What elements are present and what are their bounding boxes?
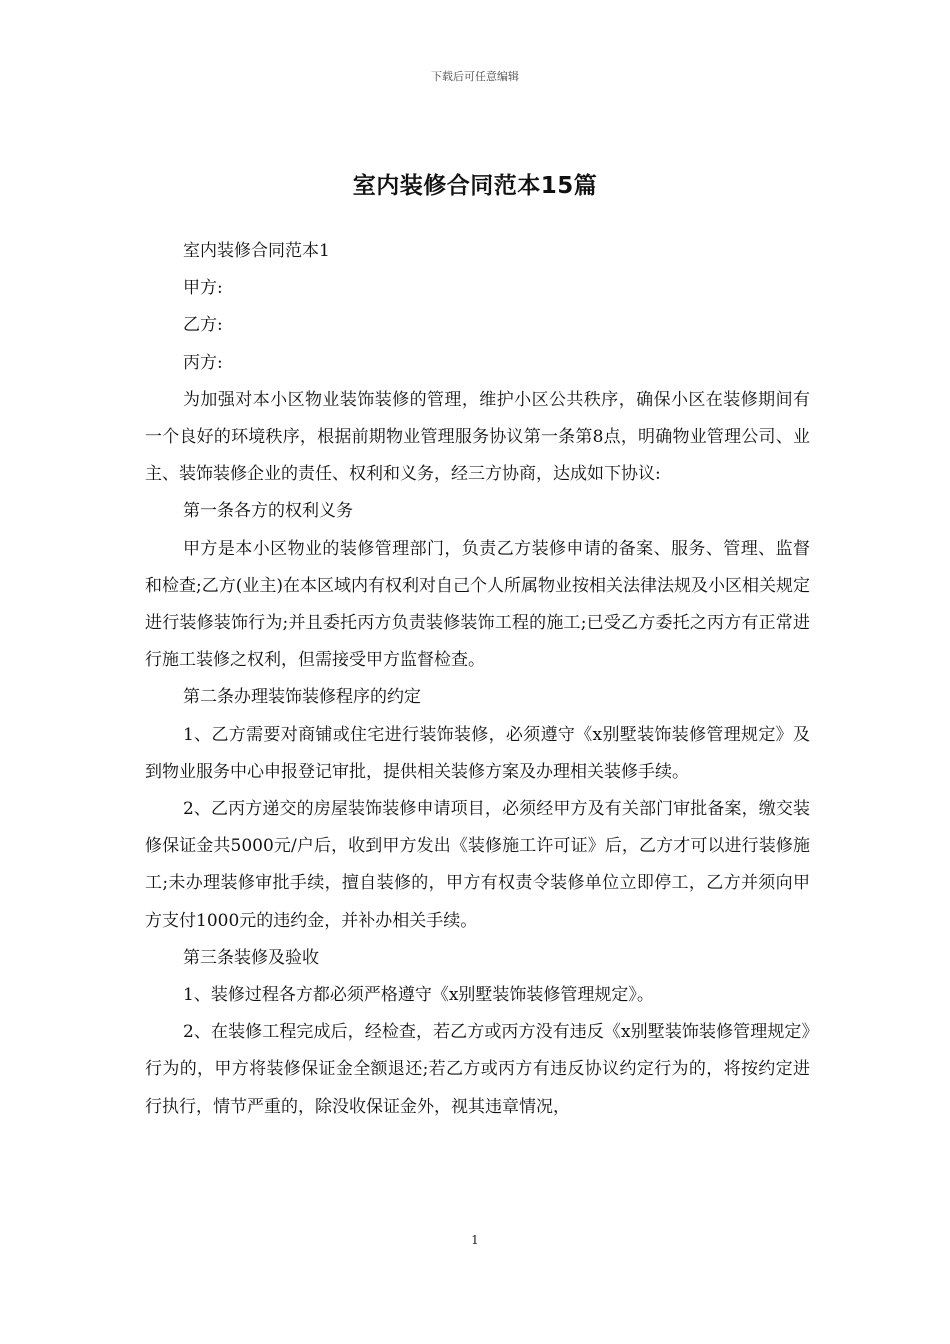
page-number: 1 xyxy=(471,1233,479,1247)
paragraph-article-2-item-1: 1、乙方需要对商铺或住宅进行装饰装修，必须遵守《x别墅装饰装修管理规定》及到物业服务中心申报登记审批，提供相关装修方案及办理相关装修手续。 xyxy=(145,724,810,782)
paragraph-article-2-item-2: 2、乙丙方递交的房屋装饰装修申请项目，必须经甲方及有关部门审批备案，缴交装修保证金共5000元/户后，收到甲方发出《装修施工许可证》后，乙方才可以进行装修施工;未办理装修审批手续，擅自装修的，甲方有权责令装修单位立即停工，乙方并须向甲方支付1000元的违约金，并补办相关手续。 xyxy=(145,799,810,931)
paragraph-preamble: 为加强对本小区物业装饰装修的管理，维护小区公共秩序，确保小区在装修期间有一个良好的环境秩序，根据前期物业管理服务协议第一条第8点，明确物业管理公司、业主、装饰装修企业的责任、权利和义务，经三方协商，达成如下协议: xyxy=(145,389,810,485)
document-body xyxy=(145,233,810,1126)
header-note: 下载后可任意编辑 xyxy=(431,70,519,83)
paragraph-article-1-body: 甲方是本小区物业的装修管理部门，负责乙方装修申请的备案、服务、管理、监督和检查;乙方(业主)在本区域内有权利对自己个人所属物业按相关法律法规及小区相关规定进行装修装饰行为;并且委托丙方负责装修装饰工程的施工;已受乙方委托之丙方有正常进行施工装修之权利，但需接受甲方监督检查。 xyxy=(145,538,810,671)
paragraph-contract-number: 室内装修合同范本1 xyxy=(183,241,330,261)
paragraph-article-1-heading: 第一条各方的权利义务 xyxy=(183,501,353,522)
paragraph-article-3-item-1: 1、装修过程各方都必须严格遵守《x别墅装饰装修管理规定》。 xyxy=(183,985,654,1006)
document-title: 室内装修合同范本15篇 xyxy=(352,173,598,200)
paragraph-party-a: 甲方: xyxy=(183,278,223,299)
paragraph-article-2-heading: 第二条办理装饰装修程序的约定 xyxy=(183,687,421,708)
paragraph-article-3-heading: 第三条装修及验收 xyxy=(183,947,319,968)
paragraph-article-3-item-2: 2、在装修工程完成后，经检查，若乙方或丙方没有违反《x别墅装饰装修管理规定》行为的，甲方将装修保证金全额退还;若乙方或丙方有违反协议约定行为的，将按约定进行执行，情节严重的，除没收保证金外，视其违章情况， xyxy=(145,1022,810,1117)
paragraph-party-c: 丙方: xyxy=(183,352,223,373)
paragraph-party-b: 乙方: xyxy=(183,315,223,336)
